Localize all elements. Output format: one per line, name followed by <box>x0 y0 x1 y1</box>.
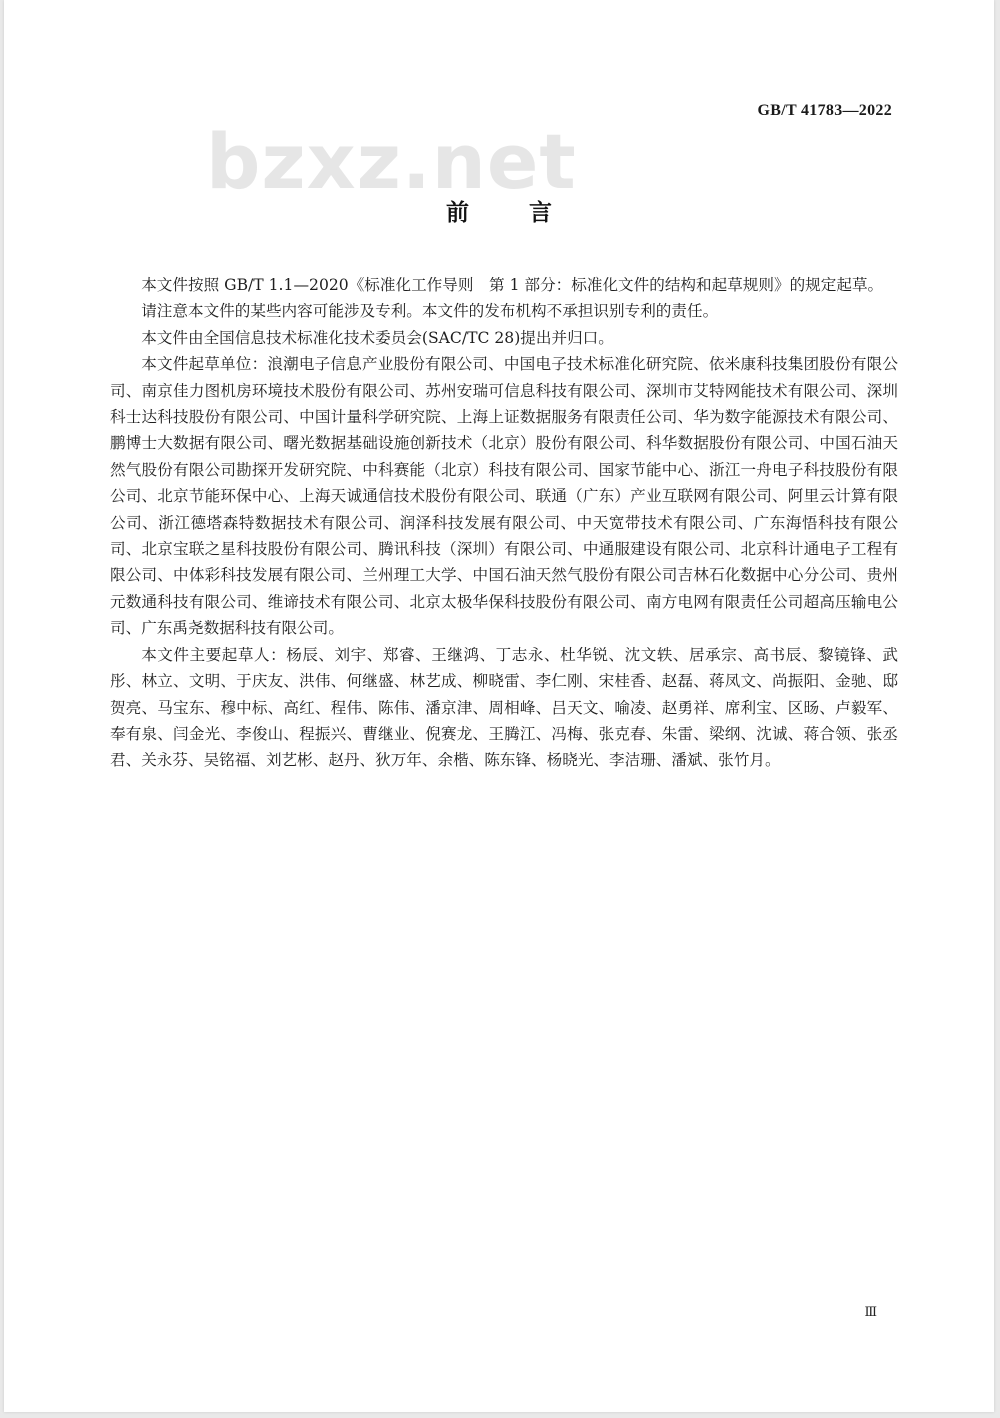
preface-body <box>110 272 898 774</box>
paragraph-proposer: 本文件由全国信息技术标准化技术委员会(SAC/TC 28)提出并归口。 <box>141 328 614 347</box>
document-page <box>4 0 994 1412</box>
paragraph-drafters: 本文件主要起草人：杨辰、刘宇、郑睿、王继鸿、丁志永、杜华锐、沈文轶、居承宗、高书辰、黎镜锋、武彤、林立、文明、于庆友、洪伟、何继盛、林艺成、柳晓雷、李仁刚、宋桂香、赵磊、蒋凤文、尚振阳、金驰、邸贺亮、马宝东、穆中标、高红、程伟、陈伟、潘京津、周相峰、吕天文、喻凌、赵勇祥、席利宝、区旸、卢毅军、奉有泉、闫金光、李俊山、程振兴、曹继业、倪赛龙、王腾江、冯梅、张克春、朱雷、梁纲、沈诚、蒋合领、张丞君、关永芬、吴铭福、刘艺彬、赵丹、狄万年、余楷、陈东锋、杨晓光、李洁珊、潘斌、张竹月。 <box>110 645 898 770</box>
paragraph-patent-notice: 请注意本文件的某些内容可能涉及专利。本文件的发布机构不承担识别专利的责任。 <box>141 302 719 321</box>
standard-code: GB/T 41783—2022 <box>757 102 892 119</box>
page-number: Ⅲ <box>864 1304 876 1319</box>
watermark: bzxz.net <box>206 117 577 206</box>
page-title: 前 言 <box>445 200 578 226</box>
paragraph-drafting-rules: 本文件按照 GB/T 1.1—2020《标准化工作导则 第 1 部分：标准化文件的结构和起草规则》的规定起草。 <box>141 276 884 294</box>
paragraph-drafting-units: 本文件起草单位：浪潮电子信息产业股份有限公司、中国电子技术标准化研究院、依米康科技集团股份有限公司、南京佳力图机房环境技术股份有限公司、苏州安瑞可信息科技有限公司、深圳市艾特网能技术有限公司、深圳科士达科技股份有限公司、中国计量科学研究院、上海上证数据服务有限责任公司、华为数字能源技术有限公司、鹏博士大数据有限公司、曙光数据基础设施创新技术（北京）股份有限公司、科华数据股份有限公司、中国石油天然气股份有限公司勘探开发研究院、中科赛能（北京）科技有限公司、国家节能中心、浙江一舟电子科技股份有限公司、北京节能环保中心、上海天诚通信技术股份有限公司、联通（广东）产业互联网有限公司、阿里云计算有限公司、浙江德塔森特数据技术有限公司、润泽科技发展有限公司、中天宽带技术有限公司、广东海悟科技有限公司、北京宝联之星科技股份有限公司、腾讯科技（深圳）有限公司、中通服建设有限公司、北京科计通电子工程有限公司、中体彩科技发展有限公司、兰州理工大学、中国石油天然气股份有限公司吉林石化数据中心分公司、贵州元数通科技有限公司、维谛技术有限公司、北京太极华保科技股份有限公司、南方电网有限责任公司超高压输电公司、广东禹尧数据科技有限公司。 <box>110 355 898 638</box>
